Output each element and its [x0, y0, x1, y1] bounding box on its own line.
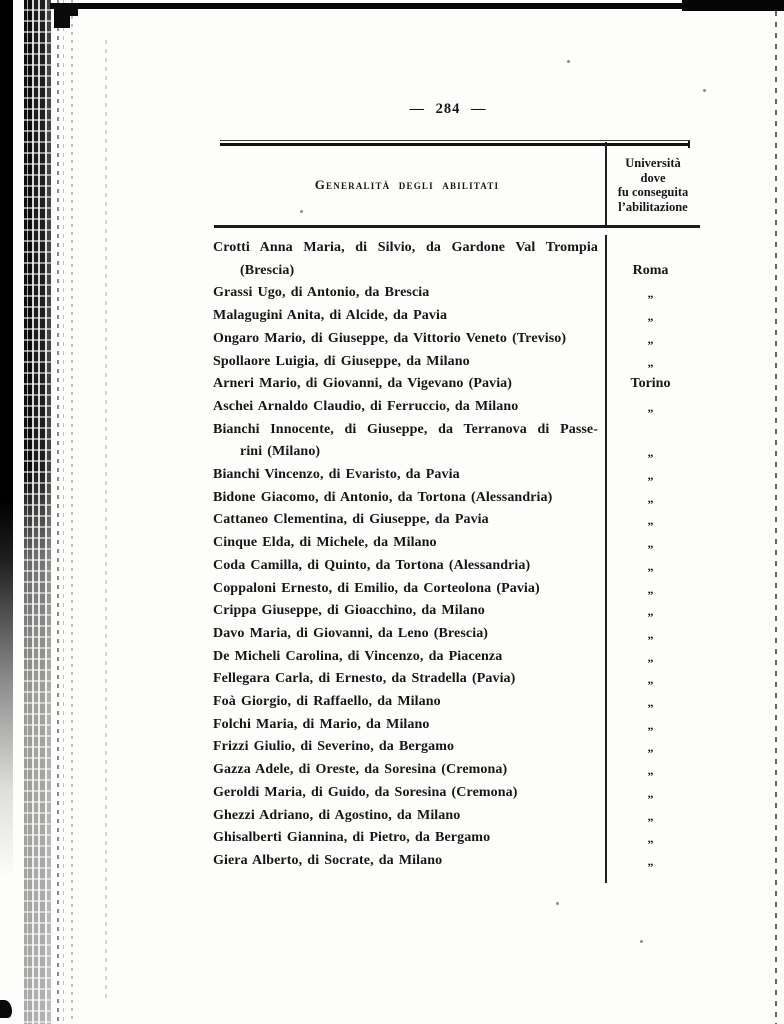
header-line: dove	[640, 170, 666, 185]
column-divider	[605, 142, 607, 225]
abilitato-name: Aschei Arnaldo Claudio, di Ferruccio, da Milano	[213, 398, 519, 414]
table-row	[213, 396, 703, 419]
binding-streaks	[24, 0, 55, 1024]
column-header-universita	[607, 145, 699, 225]
abilitato-name: Giera Alberto, di Socrate, da Milano	[213, 852, 443, 868]
table-body	[213, 237, 703, 873]
binding-crease-line	[71, 0, 73, 1024]
page-number: — 284 —	[409, 101, 487, 117]
table-row	[213, 600, 703, 623]
university-value: „	[647, 763, 654, 778]
table-row	[213, 827, 703, 850]
table-row	[213, 805, 703, 828]
header-bottom-rule	[214, 225, 700, 228]
table-row	[213, 578, 703, 601]
header-line: Università	[625, 156, 681, 170]
table-row	[213, 850, 703, 873]
abilitato-name: Bidone Giacomo, di Antonio, da Tortona (Alessandria)	[213, 489, 553, 505]
university-value: „	[647, 399, 654, 414]
abilitato-name: Ongaro Mario, di Giuseppe, da Vittorio Veneto (Treviso)	[213, 330, 567, 346]
university-value: „	[647, 558, 654, 573]
university-value: „	[647, 785, 654, 800]
table-row	[213, 509, 703, 532]
abilitato-name: Ghisalberti Giannina, di Pietro, da Bergamo	[213, 830, 491, 846]
abilitato-name: Fellegara Carla, di Ernesto, da Stradella (Pavia)	[213, 671, 516, 687]
binding-shadow-strip	[0, 0, 13, 880]
table-row	[213, 328, 703, 351]
scan-corner-mark	[0, 1000, 12, 1018]
abilitato-name: Crotti Anna Maria, di Silvio, da Gardone Val Trompia (Brescia)	[213, 240, 598, 278]
university-value: „	[647, 536, 654, 551]
university-value: „	[647, 490, 654, 505]
abilitato-name: Ghezzi Adriano, di Agostino, da Milano	[213, 807, 461, 823]
table-row	[213, 759, 703, 782]
table-row	[213, 782, 703, 805]
table-row	[213, 555, 703, 578]
abilitato-name: Cinque Elda, di Michele, da Milano	[213, 535, 437, 551]
abilitato-name: Cattaneo Clementina, di Giuseppe, da Pavia	[213, 512, 489, 528]
university-value: „	[647, 740, 654, 755]
table-row	[213, 691, 703, 714]
university-value: Roma	[632, 262, 669, 278]
table-row	[213, 351, 703, 374]
scan-speck	[556, 902, 559, 905]
university-value: „	[647, 831, 654, 846]
scan-top-edge	[50, 3, 784, 9]
university-value: „	[647, 853, 654, 868]
university-value: „	[647, 672, 654, 687]
abilitato-name: Bianchi Innocente, di Giuseppe, da Terranova di Passe- rini (Milano)	[213, 421, 598, 460]
abilitato-name: Malagugini Anita, di Alcide, da Pavia	[213, 308, 448, 324]
university-value: „	[647, 513, 654, 528]
table-row	[213, 237, 703, 282]
table-row	[213, 646, 703, 669]
university-value: „	[647, 649, 654, 664]
scan-speck	[640, 940, 643, 943]
university-value: „	[647, 331, 654, 346]
university-value: „	[647, 717, 654, 732]
abilitato-name: Geroldi Maria, di Guido, da Soresina (Cremona)	[213, 784, 518, 800]
page-right-edge	[775, 0, 777, 1024]
abilitato-name: Spollaore Luigia, di Giuseppe, da Milano	[213, 353, 470, 369]
header-line: l’abilitazione	[618, 199, 688, 214]
abilitato-name: Frizzi Giulio, di Severino, da Bergamo	[213, 739, 455, 755]
scan-speck	[567, 60, 570, 63]
table-row	[213, 736, 703, 759]
binding-crease-line	[63, 0, 64, 1024]
abilitato-name: Gazza Adele, di Oreste, da Soresina (Cremona)	[213, 762, 508, 778]
binding-crease-line	[105, 40, 107, 1000]
table-row	[213, 487, 703, 510]
scan-top-edge-corner	[682, 0, 784, 11]
university-value: „	[647, 695, 654, 710]
university-value: „	[647, 354, 654, 369]
header-line: fu conseguita	[617, 185, 689, 199]
table-row	[213, 305, 703, 328]
abilitato-name: De Micheli Carolina, di Vincenzo, da Piacenza	[213, 648, 503, 664]
table-header-row	[213, 145, 703, 225]
table-row	[213, 714, 703, 737]
university-value: „	[647, 581, 654, 596]
scan-speck	[703, 89, 706, 92]
table-row	[213, 668, 703, 691]
abilitato-name: Folchi Maria, di Mario, da Milano	[213, 716, 430, 732]
table-row	[213, 532, 703, 555]
university-value: „	[647, 626, 654, 641]
university-value: „	[647, 309, 654, 324]
table-row	[213, 623, 703, 646]
abilitato-name: Coda Camilla, di Quinto, da Tortona (Alessandria)	[213, 557, 531, 573]
university-value: „	[647, 808, 654, 823]
abilitato-name: Arneri Mario, di Giovanni, da Vigevano (Pavia)	[213, 376, 513, 392]
university-value: „	[647, 445, 654, 460]
binding-crease-line	[57, 0, 59, 1024]
abilitato-name: Crippa Giuseppe, di Gioacchino, da Milano	[213, 603, 485, 619]
university-value: Torino	[630, 376, 671, 392]
table-row	[213, 419, 703, 464]
abilitato-name: Grassi Ugo, di Antonio, da Brescia	[213, 285, 430, 301]
abilitato-name: Foà Giorgio, di Raffaello, da Milano	[213, 694, 441, 710]
scan-edge-notch	[54, 3, 70, 28]
university-value: „	[647, 468, 654, 483]
abilitato-name: Coppaloni Ernesto, di Emilio, da Corteolona (Pavia)	[213, 580, 540, 596]
abilitato-name: Bianchi Vincenzo, di Evaristo, da Pavia	[213, 467, 460, 483]
scan-edge-notch	[70, 3, 78, 16]
table-row	[213, 464, 703, 487]
university-value: „	[647, 604, 654, 619]
university-value: „	[647, 286, 654, 301]
table-row	[213, 282, 703, 305]
column-header-generalita: Generalità degli abilitati	[314, 177, 500, 192]
abilitato-name: Davo Maria, di Giovanni, da Leno (Brescia)	[213, 625, 489, 641]
table-row	[213, 373, 703, 396]
